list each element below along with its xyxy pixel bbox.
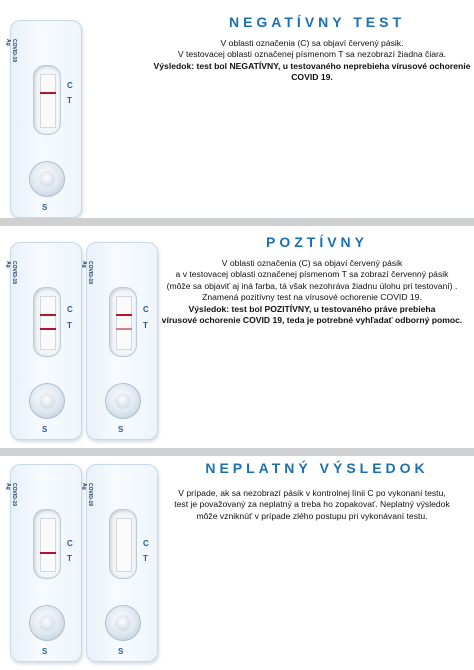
invalid-description bbox=[150, 488, 474, 522]
s-marker: S bbox=[118, 647, 124, 656]
c-marker: C bbox=[67, 81, 73, 90]
negative-description bbox=[150, 38, 474, 84]
result-window bbox=[33, 509, 61, 579]
sample-well bbox=[29, 383, 65, 419]
c-marker: C bbox=[67, 305, 73, 314]
result-window bbox=[33, 287, 61, 357]
t-marker: T bbox=[67, 96, 72, 105]
negative-line-1: V oblasti označenia (C) sa objaví červený pásik. bbox=[220, 38, 404, 48]
invalid-line-3: môže vzniknúť v prípade zlého postupu pri vykonávaní testu. bbox=[196, 510, 428, 521]
cassette-label: COVID-19 Ag bbox=[5, 261, 17, 285]
t-marker: T bbox=[143, 321, 148, 330]
negative-title: NEGATÍVNY TEST bbox=[228, 14, 406, 30]
s-marker: S bbox=[42, 647, 48, 656]
cassette-label: COVID-19 Ag bbox=[81, 483, 93, 507]
sample-well bbox=[29, 605, 65, 641]
c-marker: C bbox=[143, 305, 149, 314]
negative-line-2: V testovacej oblasti označenej písmenom T sa nezobrazí žiadna čiara. bbox=[177, 49, 447, 60]
invalid-line-2: test je považovaný za neplatný a treba ho zopakovať. Neplatný výsledok bbox=[174, 499, 450, 510]
invalid-line-1: V prípade, ak sa nezobrazí pásik v kontrolnej línii C po vykonaní testu, bbox=[178, 488, 446, 498]
positive-line-2: a v testovacej oblasti označenej písmenom T sa zobrazí červenný pásik bbox=[175, 269, 449, 280]
cassette-label: COVID-19 Ag bbox=[81, 261, 93, 285]
cassette-label: COVID-19 Ag bbox=[5, 483, 17, 507]
test-strip bbox=[116, 518, 132, 572]
positive-description bbox=[150, 258, 474, 326]
positive-title: POZTÍVNY bbox=[265, 234, 368, 250]
c-marker: C bbox=[67, 539, 73, 548]
sample-well bbox=[105, 383, 141, 419]
test-cassette-faint bbox=[81, 242, 158, 440]
test-strip bbox=[40, 74, 56, 128]
positive-line-3: (môže sa objaviť aj iná farba, tá však nezohráva žiadnu úlohu pri testovaní) . bbox=[166, 280, 458, 291]
section-divider bbox=[0, 448, 474, 456]
test-band bbox=[40, 328, 56, 330]
control-band bbox=[116, 314, 132, 316]
positive-section bbox=[0, 230, 474, 448]
control-band bbox=[40, 314, 56, 316]
test-cassette bbox=[5, 20, 82, 218]
cassette-label: COVID-19 Ag bbox=[5, 39, 17, 63]
result-window bbox=[33, 65, 61, 135]
test-strip bbox=[116, 296, 132, 350]
invalid-section bbox=[0, 456, 474, 670]
positive-line-6: vírusové ochorenie COVID 19, teda je potrebné vyhľadať odborný pomoc. bbox=[161, 315, 463, 326]
invalid-title: NEPLATNÝ VÝSLEDOK bbox=[205, 460, 429, 476]
negative-line-4: COVID 19. bbox=[291, 72, 333, 83]
sample-well bbox=[105, 605, 141, 641]
result-window bbox=[109, 287, 137, 357]
section-divider bbox=[0, 218, 474, 226]
negative-line-3: Výsledok: test bol NEGATÍVNY, u testovaného neprebieha vírusové ochorenie bbox=[153, 60, 471, 71]
test-band-faint bbox=[116, 328, 132, 330]
c-marker: C bbox=[143, 539, 149, 548]
t-marker: T bbox=[67, 321, 72, 330]
control-band bbox=[40, 92, 56, 94]
test-strip bbox=[40, 296, 56, 350]
s-marker: S bbox=[42, 425, 48, 434]
result-window bbox=[109, 509, 137, 579]
positive-line-1: V oblasti označenia (C) sa objaví červený pásik bbox=[221, 258, 403, 268]
s-marker: S bbox=[42, 203, 48, 212]
test-cassette-t-only bbox=[5, 464, 82, 662]
test-cassette-empty bbox=[81, 464, 158, 662]
s-marker: S bbox=[118, 425, 124, 434]
test-cassette-strong bbox=[5, 242, 82, 440]
test-band bbox=[40, 552, 56, 554]
test-strip bbox=[40, 518, 56, 572]
t-marker: T bbox=[67, 554, 72, 563]
negative-section bbox=[0, 0, 474, 218]
positive-line-5: Výsledok: test bol POZITÍVNY, u testovaného práve prebieha bbox=[188, 303, 436, 314]
sample-well bbox=[29, 161, 65, 197]
t-marker: T bbox=[143, 554, 148, 563]
positive-line-4: Znamená pozitívny test na vírusové ochorenie COVID 19. bbox=[202, 292, 422, 303]
